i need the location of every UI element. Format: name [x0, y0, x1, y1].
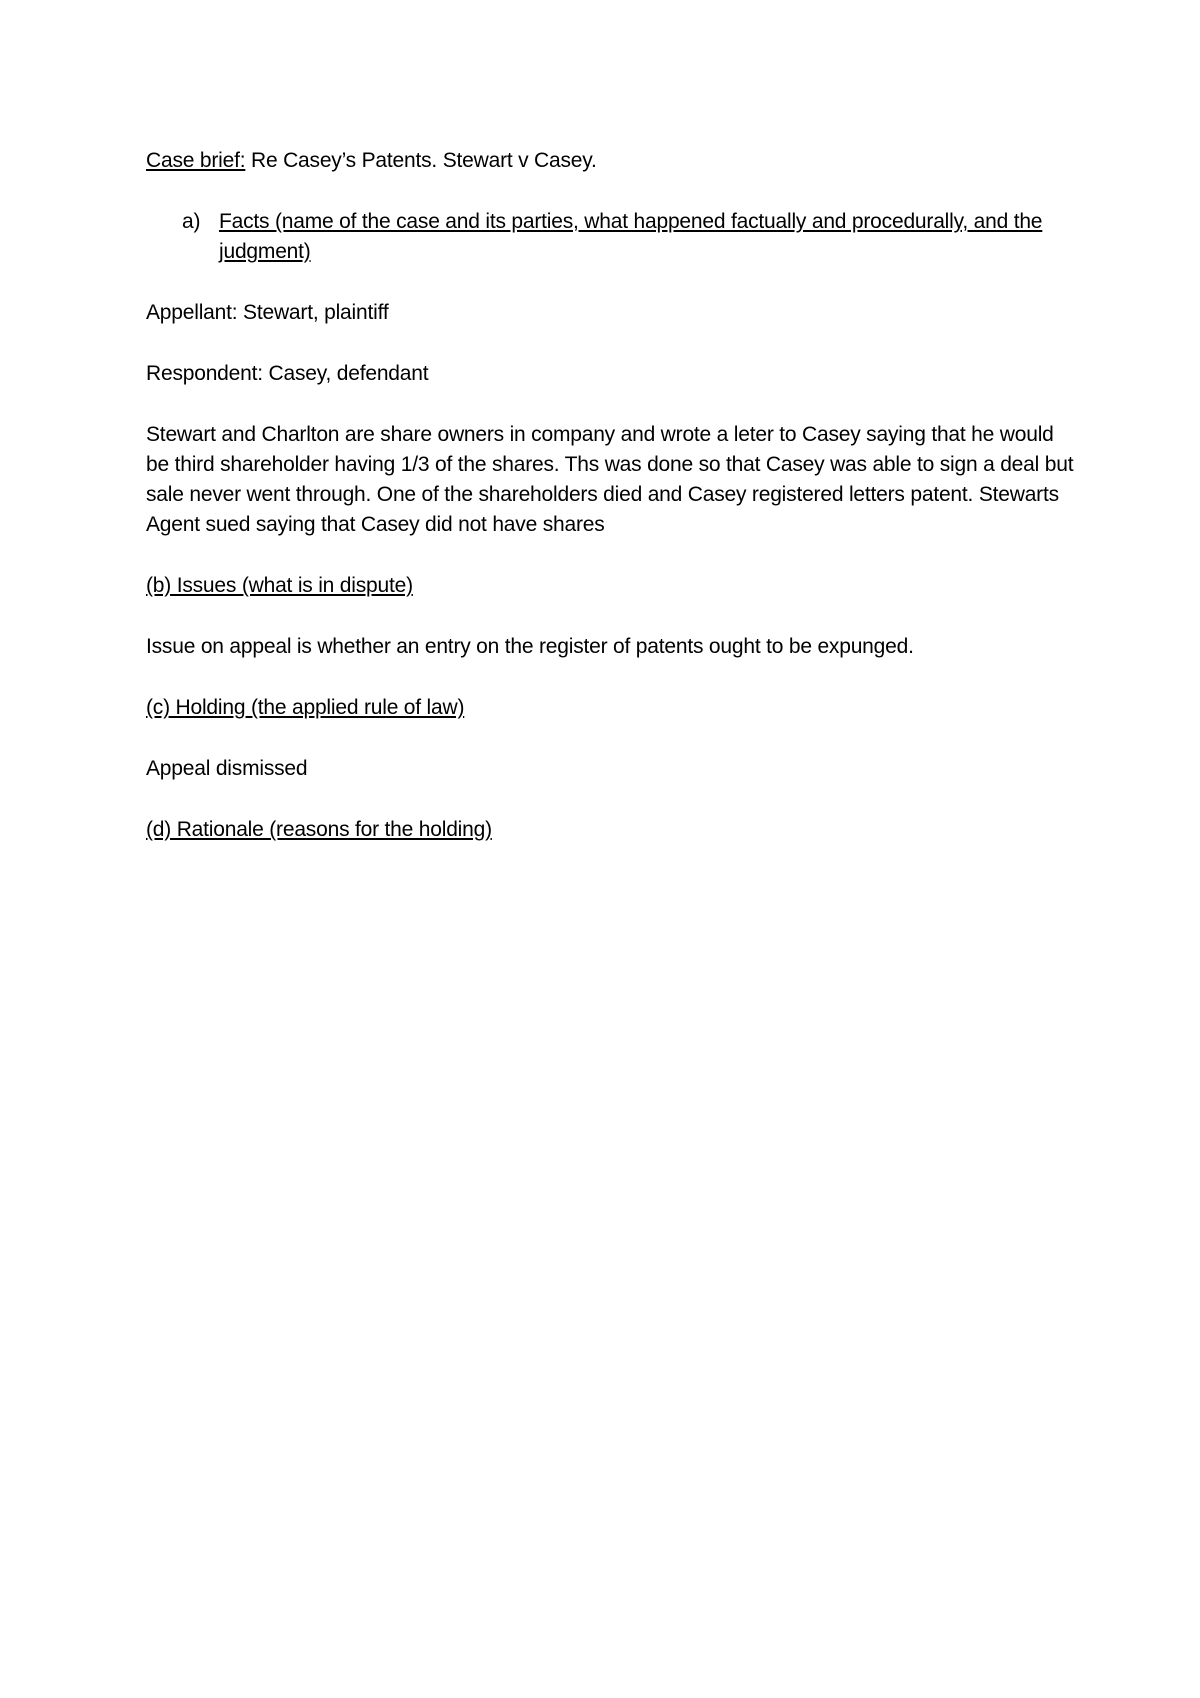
facts-marker: a) — [182, 210, 201, 233]
holding-heading: (c) Holding (the applied rule of law) — [146, 696, 465, 719]
case-title — [146, 146, 1076, 176]
issues-paragraph: Issue on appeal is whether an entry on the register of patents ought to be expunged. — [146, 635, 914, 658]
facts-list-item — [146, 207, 1076, 267]
facts-paragraph: Stewart and Charlton are share owners in company and wrote a leter to Casey saying that he would be third shareholder having 1/3 of the shares. Ths was done so that Casey was able to sign a deal but sale never went through. One of the shareholders died and Casey registered letters patent. Stewarts Agent sued saying that Casey did not have shares — [146, 423, 1074, 536]
rationale-heading: (d) Rationale (reasons for the holding) — [146, 818, 492, 841]
holding-paragraph: Appeal dismissed — [146, 757, 308, 780]
document-body — [146, 146, 1076, 876]
case-brief-label: Case brief: — [146, 149, 246, 172]
facts-heading: Facts (name of the case and its parties, what happened factually and procedurally, and the judgment) — [219, 210, 1043, 263]
respondent-line: Respondent: Casey, defendant — [146, 362, 429, 385]
case-name: Re Casey’s Patents. Stewart v Casey. — [245, 149, 597, 172]
issues-heading: (b) Issues (what is in dispute) — [146, 574, 413, 597]
appellant-line: Appellant: Stewart, plaintiff — [146, 301, 389, 324]
